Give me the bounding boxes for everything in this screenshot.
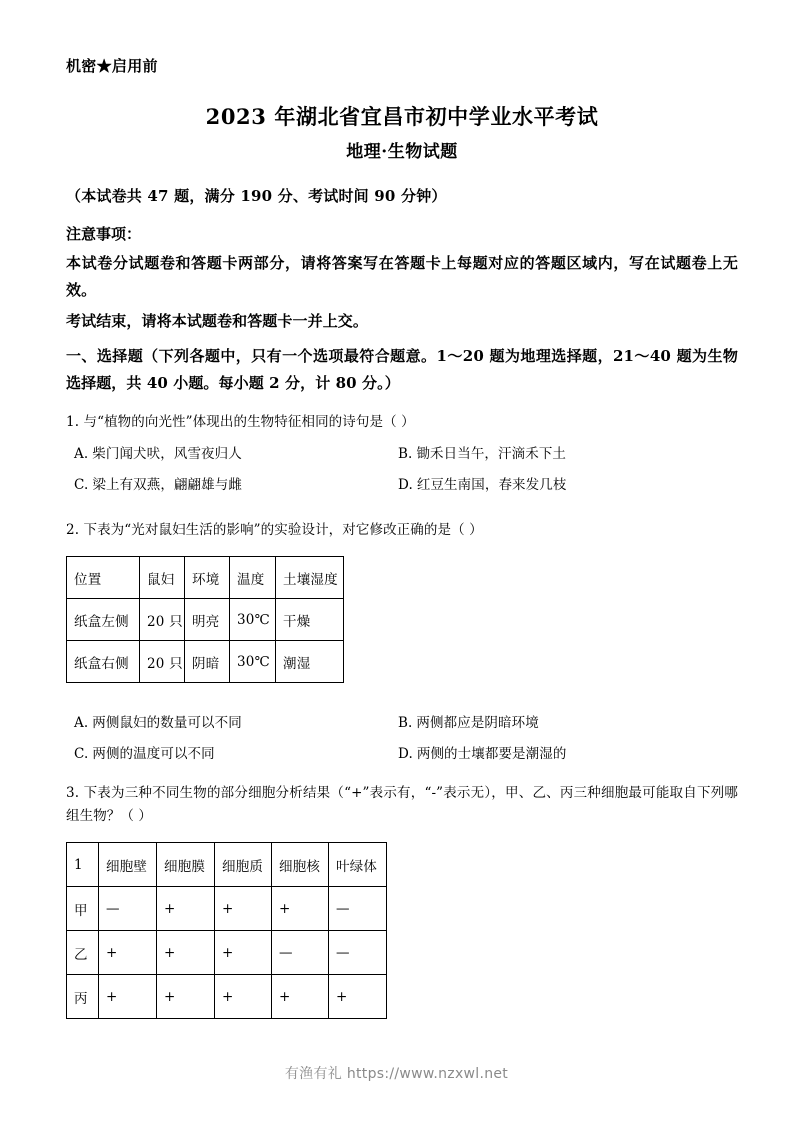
table-header-cell: 细胞壁 [99,843,157,887]
table-header-cell: 位置 [67,557,140,599]
table-cell: 30℃ [230,641,276,683]
table-cell: 丙 [67,975,99,1019]
table-row [67,641,344,683]
table-row [67,599,344,641]
question-1-option-a[interactable] [74,443,242,465]
footer-watermark: 有渔有礼 https://www.nzxwl.net [284,1066,509,1082]
question-2 [66,519,738,774]
question-1-option-d[interactable] [398,474,566,496]
question-2-option-b-text: 两侧都应是阴暗环境 [416,715,539,731]
table-header-cell: 细胞质 [215,843,272,887]
table-cell: — [329,887,387,931]
question-2-option-a-label: A. [74,715,89,731]
table-cell: + [215,975,272,1019]
page-content [66,56,738,1019]
question-2-option-c-text: 两侧的温度可以不同 [92,746,215,762]
table-header-cell: 土壤湿度 [276,557,344,599]
table-cell: 干燥 [276,599,344,641]
table-cell: + [157,975,215,1019]
table-cell: + [157,887,215,931]
rodent-experiment-table-wrapper [66,556,738,683]
table-cell: + [157,931,215,975]
question-2-option-c-label: C. [74,746,89,762]
question-2-option-d-label: D. [398,746,413,762]
question-2-option-row-1 [66,712,738,743]
table-cell: + [272,975,329,1019]
question-1-option-d-text: 红豆生南国，春来发几枝 [416,477,567,493]
table-row [67,931,387,975]
question-1-option-a-text: 柴门闻犬吠，风雪夜归人 [92,446,242,462]
table-cell: 30℃ [230,599,276,641]
notice-heading: 注意事项： [66,225,142,243]
table-header-row [67,843,387,887]
table-cell: 甲 [67,887,99,931]
question-2-option-a-text: 两侧鼠妇的数量可以不同 [92,715,242,731]
table-header-cell: 细胞膜 [157,843,215,887]
table-cell: 纸盒右侧 [67,641,140,683]
question-1-option-b-label: B. [398,446,413,462]
question-1-option-row-2 [66,474,738,505]
table-cell: + [99,931,157,975]
table-cell: 20 只 [140,599,185,641]
table-cell: + [215,887,272,931]
question-2-option-c[interactable] [74,743,215,765]
section-heading-multiple-choice: 一、选择题（下列各题中，只有一个选项最符合题意。1～20 题为地理选择题，21～40 题为生物选择题，共 40 小题。每小题 2 分，计 80 分。） [66,347,738,392]
notice-line-1: 本试卷分试题卷和答题卡两部分，请将答案写在答题卡上每题对应的答题区域内，写在试题卷上无效。 [66,254,738,299]
question-2-option-b-label: B. [398,715,413,731]
table-cell: + [215,931,272,975]
question-1-option-c-label: C. [74,477,89,493]
table-cell: + [329,975,387,1019]
question-1-option-a-label: A. [74,446,89,462]
cell-analysis-table [66,842,387,1019]
question-1-options [66,443,738,505]
cell-analysis-table-wrapper [66,842,738,1019]
table-cell: 明亮 [185,599,230,641]
exam-meta: （本试卷共 47 题，满分 190 分、考试时间 90 分钟） [66,187,447,205]
table-header-cell: 1 [67,843,99,887]
question-3-stem: 3. 下表为三种不同生物的部分细胞分析结果（“+”表示有，“-”表示无），甲、乙、丙三种细胞最可能取自下列哪组生物？（ ） [66,785,738,824]
table-cell: 20 只 [140,641,185,683]
table-header-cell: 环境 [185,557,230,599]
table-cell: 阴暗 [185,641,230,683]
question-2-option-d-text: 两侧的士壤都要是潮湿的 [416,746,567,762]
question-1-stem: 1. 与“植物的向光性”体现出的生物特征相同的诗句是（ ） [66,414,415,430]
table-cell: + [272,887,329,931]
question-1-option-b[interactable] [398,443,566,465]
question-2-option-row-2 [66,743,738,774]
table-header-cell: 鼠妇 [140,557,185,599]
table-cell: 潮湿 [276,641,344,683]
question-2-option-b[interactable] [398,712,539,734]
question-1-option-c[interactable] [74,474,242,496]
notice-line-2: 考试结束，请将本试题卷和答题卡一并上交。 [66,312,369,330]
question-1 [66,411,738,505]
question-2-option-a[interactable] [74,712,242,734]
table-cell: 乙 [67,931,99,975]
table-cell: — [99,887,157,931]
table-cell: — [272,931,329,975]
page-subtitle: 地理·生物试题 [346,142,458,162]
table-header-cell: 温度 [230,557,276,599]
table-row [67,887,387,931]
question-2-option-d[interactable] [398,743,566,765]
table-cell: + [99,975,157,1019]
question-2-stem: 2. 下表为“光对鼠妇生活的影响”的实验设计，对它修改正确的是（ ） [66,522,483,538]
page-title: 2023 年湖北省宜昌市初中学业水平考试 [205,104,599,129]
question-1-option-d-label: D. [398,477,413,493]
rodent-experiment-table [66,556,344,683]
question-2-options [66,712,738,774]
question-1-option-row-1 [66,443,738,474]
question-1-option-b-text: 锄禾日当午，汗滴禾下土 [416,446,567,462]
table-cell: — [329,931,387,975]
table-header-cell: 细胞核 [272,843,329,887]
table-cell: 纸盒左侧 [67,599,140,641]
confidential-notice: 机密★启用前 [66,57,158,75]
question-3 [66,782,738,1019]
question-1-option-c-text: 梁上有双燕，翩翩雄与雌 [92,477,242,493]
table-header-row [67,557,344,599]
table-row [67,975,387,1019]
table-header-cell: 叶绿体 [329,843,387,887]
